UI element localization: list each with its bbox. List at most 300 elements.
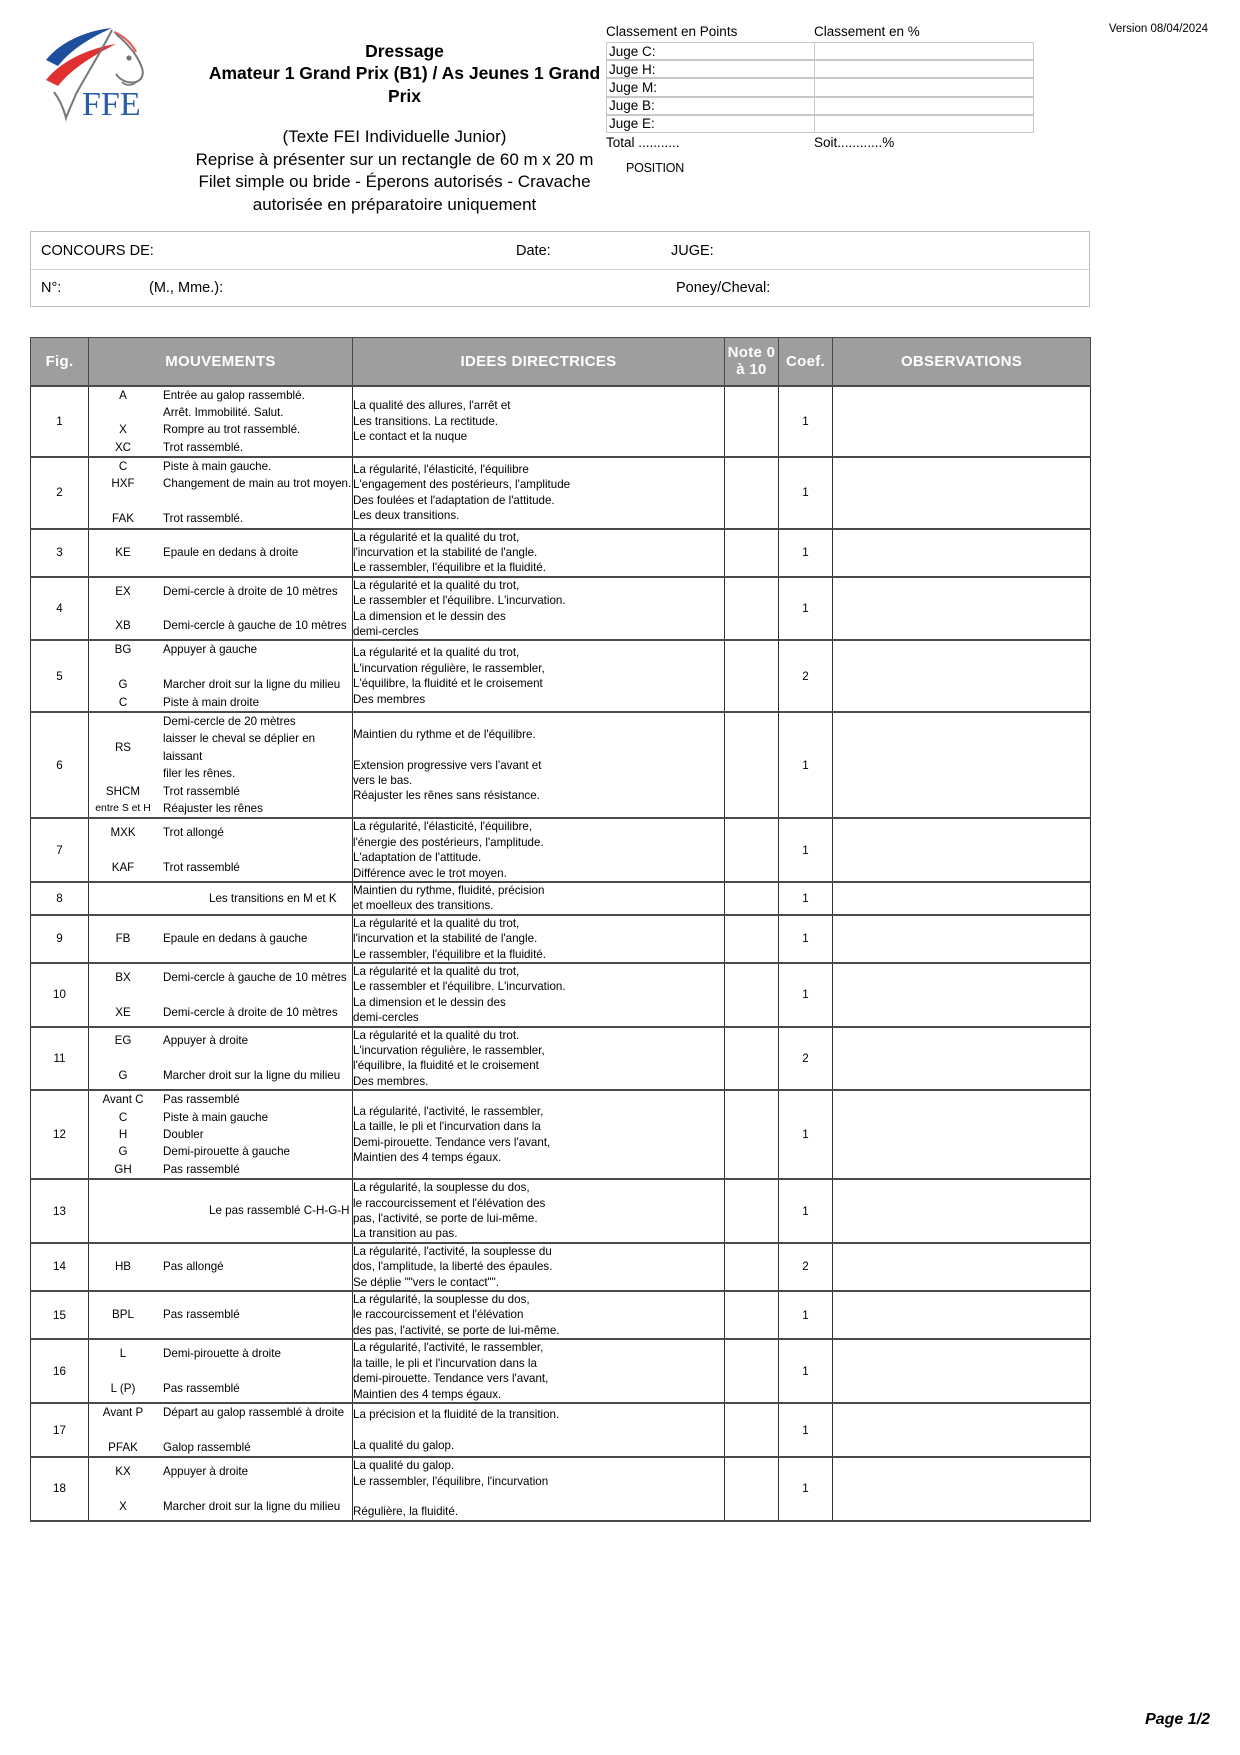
- idea-line: des pas, l'activité, se porte de lui-même.: [353, 1323, 560, 1337]
- cell-fig: 2: [31, 457, 89, 529]
- idea-line: La régularité, l'élasticité, l'équilibre,: [353, 820, 533, 834]
- table-row: [31, 1179, 1091, 1243]
- table-row: [31, 1457, 1091, 1521]
- cell-coef: 1: [779, 1090, 833, 1179]
- column-header-idees: IDEES DIRECTRICES: [353, 338, 725, 386]
- movement-letter: BPL: [112, 1308, 134, 1322]
- cell-mouvements: [89, 577, 353, 641]
- idea-line: Réajuster les rênes sans résistance.: [353, 789, 540, 803]
- idea-line: La précision et la fluidité de la transition.: [353, 1407, 560, 1421]
- movement-letter: [89, 890, 161, 907]
- idea-line: La taille, le pli et l'incurvation dans la: [353, 1120, 541, 1134]
- movement-text: Demi-pirouette à droite: [163, 1347, 281, 1361]
- movement-letter: G: [118, 678, 128, 692]
- movement-letter: MXK: [110, 826, 136, 840]
- movement-text: Appuyer à droite: [163, 1034, 249, 1048]
- movement-text: [161, 841, 352, 858]
- table-header-row: [31, 338, 1091, 386]
- idea-line: La qualité des allures, l'arrêt et: [353, 399, 511, 413]
- cell-observations[interactable]: [833, 1027, 1091, 1091]
- movement-letter: [89, 1480, 161, 1497]
- idea-line: Des membres.: [353, 1074, 429, 1088]
- movement-letter: X: [119, 423, 127, 437]
- cell-note[interactable]: [725, 915, 779, 963]
- idea-line: Le rassembler et l'équilibre. L'incurvation.: [353, 594, 566, 608]
- idea-line: Le rassembler, l'équilibre, l'incurvation: [353, 1474, 549, 1488]
- cell-note[interactable]: [725, 818, 779, 882]
- judge-label-e: Juge E:: [606, 115, 814, 133]
- movement-text: filer les rênes.: [163, 767, 236, 781]
- idea-line: La régularité, l'élasticité, l'équilibre: [353, 463, 529, 477]
- movement-text: Doubler: [163, 1128, 204, 1142]
- movement-letter: BG: [114, 643, 132, 657]
- cell-fig: 11: [31, 1027, 89, 1091]
- cell-idees-directrices: [353, 529, 725, 577]
- movement-letter: Avant P: [102, 1405, 144, 1419]
- movement-text: Trot rassemblé: [163, 784, 240, 798]
- cell-fig: 13: [31, 1179, 89, 1243]
- classement-percent-header: Classement en %: [814, 24, 920, 39]
- movement-text: Pas rassemblé: [163, 1308, 240, 1322]
- idea-line: Le rassembler et l'équilibre. L'incurvation.: [353, 980, 566, 994]
- cell-observations[interactable]: [833, 529, 1091, 577]
- subtitle-line-1: (Texte FEI Individuelle Junior): [282, 127, 507, 146]
- cell-note[interactable]: [725, 712, 779, 818]
- date-label: Date:: [516, 242, 551, 259]
- movement-letter: HB: [114, 1260, 132, 1274]
- cell-observations[interactable]: [833, 1179, 1091, 1243]
- cell-mouvements: [89, 963, 353, 1027]
- cell-note[interactable]: [725, 457, 779, 529]
- movement-text: Piste à main gauche: [163, 1110, 269, 1124]
- cell-observations[interactable]: [833, 1090, 1091, 1179]
- idea-line: Extension progressive vers l'avant et: [353, 758, 542, 772]
- idea-line: La régularité, l'activité, le rassembler,: [353, 1104, 544, 1118]
- cell-fig: 14: [31, 1243, 89, 1291]
- movement-text: Galop rassemblé: [163, 1440, 251, 1454]
- movement-letter: BX: [115, 970, 131, 984]
- movement-letter: KAF: [111, 860, 135, 874]
- idea-line: l'équilibre, la fluidité et le croisement: [353, 1059, 539, 1073]
- cell-note[interactable]: [725, 640, 779, 712]
- movement-letter: XC: [114, 440, 132, 454]
- cell-fig: 4: [31, 577, 89, 641]
- cell-fig: 15: [31, 1291, 89, 1339]
- movement-letter: X: [119, 1499, 127, 1513]
- cell-coef: 2: [779, 1243, 833, 1291]
- idea-line: La dimension et le dessin des: [353, 609, 506, 623]
- cell-coef: 1: [779, 963, 833, 1027]
- movement-letter: EG: [114, 1034, 132, 1048]
- idea-line: Régulière, la fluidité.: [353, 1505, 459, 1519]
- total-label: Total ...........: [606, 134, 680, 150]
- cell-coef: 1: [779, 1457, 833, 1521]
- cell-fig: 12: [31, 1090, 89, 1179]
- cell-coef: 1: [779, 915, 833, 963]
- idea-line: Des membres: [353, 692, 426, 706]
- movement-letter: [89, 1421, 161, 1438]
- table-row: [31, 529, 1091, 577]
- classement-table: [606, 24, 1034, 150]
- cell-note[interactable]: [725, 1457, 779, 1521]
- idea-line: pas, l'activité, se porte de lui-même.: [353, 1212, 538, 1226]
- cell-observations[interactable]: [833, 915, 1091, 963]
- cell-coef: 1: [779, 386, 833, 458]
- movement-text: [161, 1421, 352, 1438]
- table-row: [31, 1339, 1091, 1403]
- movement-letter: C: [118, 695, 128, 709]
- table-row: [31, 577, 1091, 641]
- cell-note[interactable]: [725, 1403, 779, 1457]
- cell-observations[interactable]: [833, 963, 1091, 1027]
- movements-table-body: [31, 386, 1091, 1521]
- movement-letter: [89, 841, 161, 858]
- idea-line: Demi-pirouette. Tendance vers l'avant,: [353, 1135, 551, 1149]
- movement-letter: FB: [115, 932, 131, 946]
- note-header-line2: à 10: [736, 361, 767, 379]
- idea-line: Le rassembler, l'équilibre et la fluidité.: [353, 561, 546, 575]
- concours-de-label: CONCOURS DE:: [41, 242, 154, 259]
- idea-line: La régularité et la qualité du trot,: [353, 965, 520, 979]
- movement-text: [161, 493, 352, 510]
- movement-letter: [89, 765, 161, 782]
- cell-observations[interactable]: [833, 1339, 1091, 1403]
- version-label: Version 08/04/2024: [1108, 23, 1208, 35]
- concours-row-1: [31, 232, 1089, 269]
- idea-line: le raccourcissement et l'élévation: [353, 1308, 524, 1322]
- table-row: [31, 1243, 1091, 1291]
- table-row: [31, 640, 1091, 712]
- movement-letter: H: [118, 1128, 128, 1142]
- judge-value-c[interactable]: [814, 42, 1034, 60]
- idea-line: La régularité, l'activité, la souplesse du: [353, 1244, 552, 1258]
- cell-idees-directrices: [353, 1403, 725, 1457]
- idea-line: l'incurvation et la stabilité de l'angle.: [353, 546, 538, 560]
- cell-observations[interactable]: [833, 712, 1091, 818]
- cell-observations[interactable]: [833, 882, 1091, 915]
- cell-mouvements: [89, 882, 353, 915]
- column-header-coef: Coef.: [779, 338, 833, 386]
- idea-line: Maintien des 4 temps égaux.: [353, 1387, 502, 1401]
- movement-letter: G: [118, 1069, 128, 1083]
- cell-idees-directrices: [353, 882, 725, 915]
- cell-coef: 2: [779, 640, 833, 712]
- cell-fig: 10: [31, 963, 89, 1027]
- movement-letter: [89, 1050, 161, 1067]
- movement-text: Marcher droit sur la ligne du milieu: [163, 678, 341, 692]
- cell-note[interactable]: [725, 1090, 779, 1179]
- movement-letter: KX: [115, 1464, 131, 1478]
- movement-text: Entrée au galop rassemblé.: [163, 388, 305, 402]
- movement-letter: EX: [115, 584, 131, 598]
- page-footer: Page 1/2: [1145, 1711, 1210, 1728]
- cell-note[interactable]: [725, 882, 779, 915]
- svg-text:FFE: FFE: [82, 86, 141, 123]
- cell-note[interactable]: [725, 1243, 779, 1291]
- cell-mouvements: [89, 1457, 353, 1521]
- movement-text: [161, 1050, 352, 1067]
- cell-note[interactable]: [725, 1179, 779, 1243]
- cell-coef: 1: [779, 1403, 833, 1457]
- cell-idees-directrices: [353, 1090, 725, 1179]
- movement-letter: FAK: [112, 512, 134, 526]
- idea-line: dos, l'amplitude, la liberté des épaules.: [353, 1260, 553, 1274]
- cell-observations[interactable]: [833, 640, 1091, 712]
- cell-note[interactable]: [725, 529, 779, 577]
- cell-mouvements: [89, 1403, 353, 1457]
- classement-footer: [606, 133, 1034, 150]
- judge-value-h[interactable]: [814, 60, 1034, 78]
- idea-line: vers le bas.: [353, 773, 413, 787]
- idea-line: Se déplie ""vers le contact"".: [353, 1275, 499, 1289]
- subtitle-line-3: Filet simple ou bride - Éperons autorisés - Cravache: [198, 172, 591, 192]
- idea-line: [353, 1489, 724, 1504]
- movement-letter: [89, 1202, 161, 1219]
- movement-letter: GH: [114, 1162, 132, 1176]
- cell-observations[interactable]: [833, 457, 1091, 529]
- column-header-mouvements: MOUVEMENTS: [89, 338, 353, 386]
- judge-row-h: [606, 60, 1034, 78]
- cell-observations[interactable]: [833, 1403, 1091, 1457]
- movement-text: Pas rassemblé: [163, 1093, 240, 1107]
- movement-text: Trot rassemblé: [163, 860, 240, 874]
- idea-line: Maintien du rythme, fluidité, précision: [353, 884, 545, 897]
- idea-line: La régularité, l'activité, le rassembler,: [353, 1341, 544, 1355]
- idea-line: L'adaptation de l'attitude.: [353, 851, 482, 865]
- movement-text: laisser le cheval se déplier en laissant: [163, 732, 316, 763]
- idea-line: La régularité et la qualité du trot.: [353, 1028, 520, 1042]
- cell-idees-directrices: [353, 1457, 725, 1521]
- idea-line: L'équilibre, la fluidité et le croisement: [353, 677, 543, 691]
- title-line-2: Amateur 1 Grand Prix (B1) / As Jeunes 1 Grand: [208, 63, 601, 84]
- table-row: [31, 1027, 1091, 1091]
- movement-text: Réajuster les rênes: [163, 801, 263, 815]
- page-title: [182, 40, 627, 107]
- movement-letter: C: [118, 1110, 128, 1124]
- cell-coef: 1: [779, 1179, 833, 1243]
- judge-label-m: Juge M:: [606, 78, 814, 96]
- cell-observations[interactable]: [833, 1291, 1091, 1339]
- cell-fig: 1: [31, 386, 89, 458]
- judge-row-c: [606, 42, 1034, 60]
- cell-observations[interactable]: [833, 818, 1091, 882]
- movement-letter: PFAK: [108, 1440, 138, 1454]
- position-label: POSITION: [626, 161, 685, 175]
- movement-letter: L: [119, 1347, 127, 1361]
- idea-line: [353, 742, 724, 757]
- table-row: [31, 712, 1091, 818]
- cell-mouvements: [89, 640, 353, 712]
- movement-text: Appuyer à droite: [163, 1464, 249, 1478]
- judge-value-m[interactable]: [814, 78, 1034, 96]
- table-row: [31, 1090, 1091, 1179]
- column-header-fig: Fig.: [31, 338, 89, 386]
- movement-text: Pas rassemblé: [163, 1381, 240, 1395]
- idea-line: Différence avec le trot moyen.: [353, 866, 507, 880]
- movement-text: Rompre au trot rassemblé.: [163, 423, 301, 437]
- movement-text: [161, 1362, 352, 1379]
- movement-letter: [89, 986, 161, 1003]
- movement-text: Demi-cercle à droite de 10 mètres: [163, 584, 338, 598]
- document-header: [22, 14, 1218, 229]
- movement-letter: [89, 1362, 161, 1379]
- cell-coef: 1: [779, 1291, 833, 1339]
- movement-text: Pas rassemblé: [163, 1162, 240, 1176]
- idea-line: L'incurvation régulière, le rassembler,: [353, 1044, 545, 1058]
- title-line-1: Dressage: [365, 41, 444, 61]
- movement-letter: [89, 600, 161, 617]
- table-row: [31, 1403, 1091, 1457]
- judge-label-c: Juge C:: [606, 42, 814, 60]
- cell-coef: 2: [779, 1027, 833, 1091]
- judge-value-e[interactable]: [814, 115, 1034, 133]
- concours-box: [30, 231, 1090, 307]
- movement-letter: C: [118, 460, 128, 474]
- cell-note[interactable]: [725, 1291, 779, 1339]
- cell-mouvements: [89, 1291, 353, 1339]
- idea-line: la taille, le pli et l'incurvation dans la: [353, 1356, 537, 1370]
- movement-text: Changement de main au trot moyen.: [163, 477, 352, 491]
- judge-label-h: Juge H:: [606, 60, 814, 78]
- movement-text: [161, 986, 352, 1003]
- table-row: [31, 457, 1091, 529]
- idea-line: La régularité, la souplesse du dos,: [353, 1181, 530, 1195]
- movement-letter: HXF: [111, 477, 135, 491]
- cell-coef: 1: [779, 882, 833, 915]
- movement-text: Marcher droit sur la ligne du milieu: [163, 1069, 341, 1083]
- cell-mouvements: [89, 457, 353, 529]
- table-row: [31, 386, 1091, 458]
- idea-line: La régularité, la souplesse du dos,: [353, 1293, 530, 1307]
- classement-headers: [606, 24, 1034, 42]
- cell-idees-directrices: [353, 963, 725, 1027]
- cell-coef: 1: [779, 818, 833, 882]
- idea-line: Le contact et la nuque: [353, 429, 468, 443]
- cell-idees-directrices: [353, 1291, 725, 1339]
- movement-text: Demi-cercle de 20 mètres: [163, 715, 296, 729]
- movement-text: Piste à main droite: [163, 695, 260, 709]
- cell-observations[interactable]: [833, 1457, 1091, 1521]
- judge-row-b: [606, 97, 1034, 115]
- cell-idees-directrices: [353, 712, 725, 818]
- idea-line: demi-cercles: [353, 1011, 419, 1025]
- idea-line: La régularité et la qualité du trot,: [353, 530, 520, 544]
- movement-text: Piste à main gauche.: [163, 460, 272, 474]
- poney-cheval-label: Poney/Cheval:: [676, 280, 771, 296]
- cell-note[interactable]: [725, 1027, 779, 1091]
- cell-mouvements: [89, 1090, 353, 1179]
- movements-table: [30, 337, 1091, 1522]
- idea-line: demi-cercles: [353, 625, 419, 639]
- page-subtitle: [162, 126, 627, 216]
- idea-line: [353, 1422, 724, 1437]
- movement-text: Demi-cercle à gauche de 10 mètres: [163, 619, 347, 633]
- cell-idees-directrices: [353, 915, 725, 963]
- movement-text: Demi-pirouette à gauche: [163, 1145, 290, 1159]
- juge-label: JUGE:: [671, 242, 714, 259]
- idea-line: demi-pirouette. Tendance vers l'avant,: [353, 1372, 549, 1386]
- cell-idees-directrices: [353, 457, 725, 529]
- numero-label: N°:: [41, 280, 62, 296]
- movement-text: Trot rassemblé.: [163, 440, 244, 454]
- cell-note[interactable]: [725, 577, 779, 641]
- movement-text: Epaule en dedans à droite: [163, 546, 299, 560]
- idea-line: Les deux transitions.: [353, 509, 460, 523]
- table-row: [31, 1291, 1091, 1339]
- movement-text: Le pas rassemblé C-H-G-H: [209, 1204, 350, 1218]
- table-row: [31, 915, 1091, 963]
- table-row: [31, 818, 1091, 882]
- judge-row-e: [606, 115, 1034, 133]
- movement-text: Demi-cercle à droite de 10 mètres: [163, 1005, 338, 1019]
- idea-line: La régularité et la qualité du trot,: [353, 646, 520, 660]
- idea-line: L'engagement des postérieurs, l'amplitude: [353, 478, 571, 492]
- cell-fig: 8: [31, 882, 89, 915]
- cell-note[interactable]: [725, 1339, 779, 1403]
- idea-line: La qualité du galop.: [353, 1459, 455, 1473]
- movement-letter: A: [119, 388, 127, 402]
- cell-mouvements: [89, 712, 353, 818]
- ffe-logo: [32, 22, 172, 127]
- cell-note[interactable]: [725, 386, 779, 458]
- column-header-observations: OBSERVATIONS: [833, 338, 1091, 386]
- mme-label: (M., Mme.):: [149, 280, 224, 296]
- cell-idees-directrices: [353, 1027, 725, 1091]
- judge-label-b: Juge B:: [606, 97, 814, 115]
- movement-letter: [89, 493, 161, 510]
- cell-mouvements: [89, 1339, 353, 1403]
- soit-label: Soit............%: [814, 134, 895, 150]
- classement-points-header: Classement en Points: [606, 24, 738, 39]
- concours-row-2: [31, 269, 1089, 306]
- idea-line: Des foulées et l'adaptation de l'attitude.: [353, 493, 555, 507]
- cell-fig: 16: [31, 1339, 89, 1403]
- cell-idees-directrices: [353, 386, 725, 458]
- idea-line: et moelleux des transitions.: [353, 899, 494, 913]
- idea-line: La régularité et la qualité du trot,: [353, 578, 520, 592]
- idea-line: L'incurvation régulière, le rassembler,: [353, 661, 545, 675]
- subtitle-line-2: Reprise à présenter sur un rectangle de 60 m x 20 m: [195, 149, 594, 169]
- movement-letter: RS: [114, 741, 132, 755]
- cell-note[interactable]: [725, 963, 779, 1027]
- idea-line: La régularité et la qualité du trot,: [353, 916, 520, 930]
- cell-coef: 1: [779, 529, 833, 577]
- idea-line: Les transitions. La rectitude.: [353, 414, 499, 428]
- movement-letter: L (P): [110, 1381, 136, 1395]
- idea-line: l'incurvation et la stabilité de l'angle.: [353, 932, 538, 946]
- cell-mouvements: [89, 1179, 353, 1243]
- movement-text: Trot rassemblé.: [163, 512, 244, 526]
- idea-line: La transition au pas.: [353, 1227, 458, 1241]
- cell-fig: 18: [31, 1457, 89, 1521]
- cell-idees-directrices: [353, 1339, 725, 1403]
- cell-observations[interactable]: [833, 386, 1091, 458]
- idea-line: l'énergie des postérieurs, l'amplitude.: [353, 835, 544, 849]
- judge-value-b[interactable]: [814, 97, 1034, 115]
- subtitle-line-4: autorisée en préparatoire uniquement: [252, 194, 537, 214]
- cell-observations[interactable]: [833, 577, 1091, 641]
- cell-fig: 5: [31, 640, 89, 712]
- movement-letter: XE: [115, 1005, 131, 1019]
- movement-text: Pas allongé: [163, 1260, 224, 1274]
- cell-observations[interactable]: [833, 1243, 1091, 1291]
- idea-line: La dimension et le dessin des: [353, 995, 506, 1009]
- movement-letter: entre S et H: [95, 802, 151, 814]
- movement-text: Départ au galop rassemblé à droite: [163, 1405, 345, 1419]
- cell-mouvements: [89, 818, 353, 882]
- movement-letter: Avant C: [102, 1093, 144, 1107]
- movement-letter: XB: [115, 619, 131, 633]
